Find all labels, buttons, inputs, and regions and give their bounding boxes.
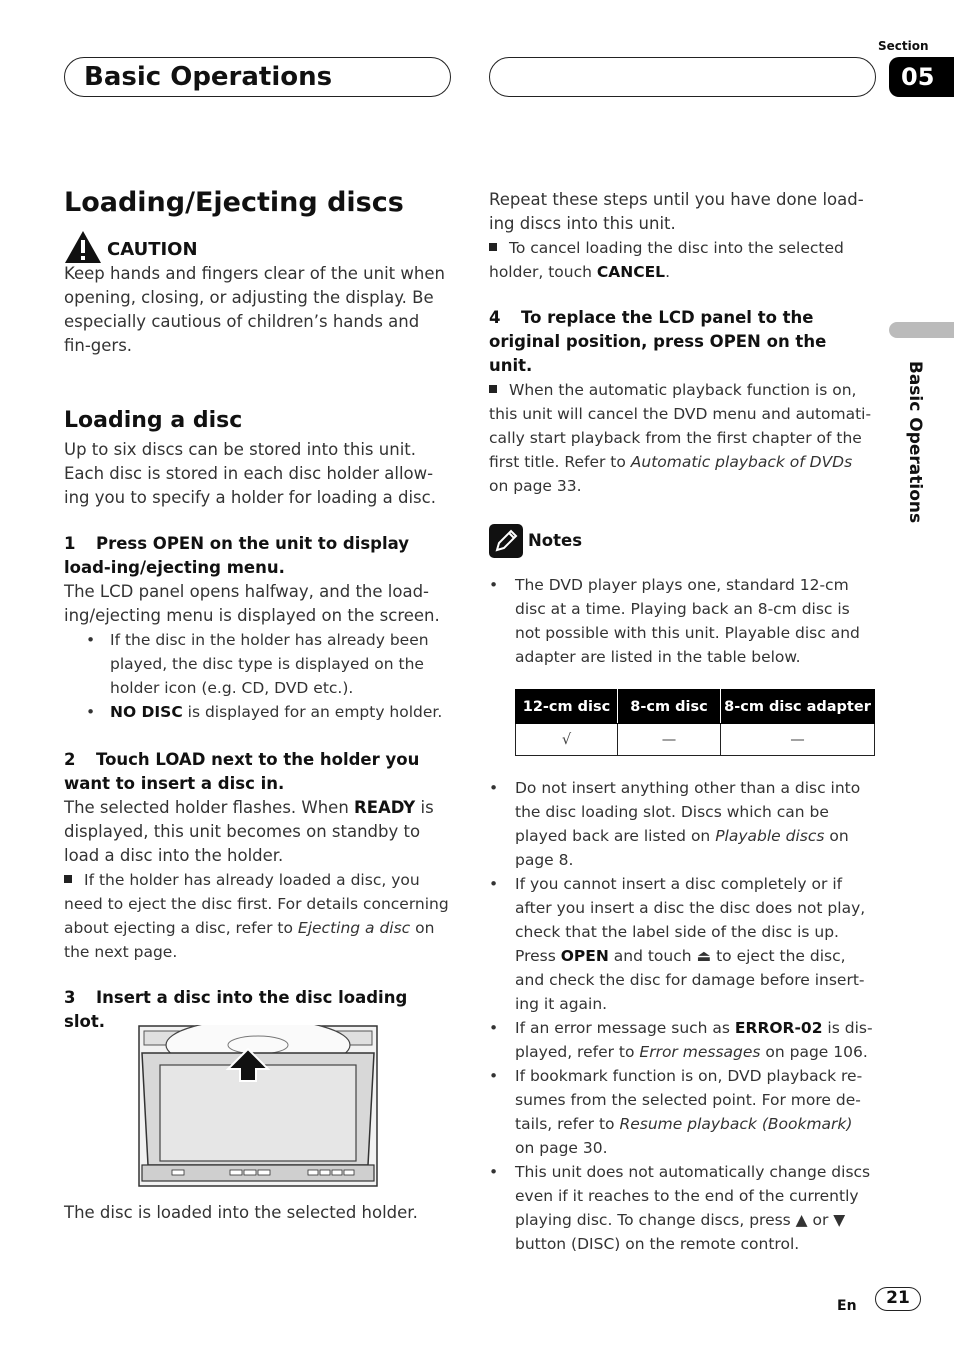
table-cell: √ [516,724,618,756]
error-code-label: ERROR-02 [734,1019,823,1037]
section-heading-loading: Loading a disc [64,408,243,433]
cancel-note-a: To cancel loading the disc into the selected holder, touch [489,239,844,281]
table-header-cell: 8-cm disc adapter [721,690,875,724]
step-4-number: 4 [489,308,501,327]
note-5-b: on page 30. [515,1139,608,1157]
disc-loading-illustration [138,1025,378,1187]
caution-label: CAUTION [107,239,198,260]
note-4-ref: Error messages [639,1043,761,1061]
step-2-body-a: The selected holder flashes. When [64,798,355,817]
caution-header [64,230,449,264]
step-2-note-b: on the next page. [64,919,435,961]
open-label: OPEN [560,947,609,965]
repeat-text: Repeat these steps until you have done load-ing discs into this unit. [489,190,864,233]
illustration-caption: The disc is loaded into the selected holder. [64,1203,418,1222]
header-blank-pill [489,57,876,97]
table-cell: — [618,724,721,756]
note-3-c: to eject the disc, and check the disc for damage before insert-ing it again. [515,947,865,1013]
note-5 [489,1064,874,1160]
step-2-note [64,868,449,964]
ready-label: READY [354,798,416,817]
step-2-note-ref: Ejecting a disc [297,919,411,937]
right-column [489,188,874,1256]
step-4-note-ref: Automatic playback of DVDs [630,453,853,471]
step-1-bullet-2-text: is displayed for an empty holder. [182,703,443,721]
note-5-ref: Resume playback (Bookmark) [619,1115,853,1133]
note-2 [489,776,874,872]
table-row [516,724,875,756]
table-header-row [516,690,875,724]
notes-label: Notes [528,531,583,550]
step-3-number: 3 [64,988,76,1007]
step-2-note-a: If the holder has already loaded a disc, you need to eject the disc first. For details concerning about ejecting a disc, refer to [64,871,449,937]
side-tab-label: Basic Operations [905,360,925,524]
left-column [64,186,449,1034]
cancel-note-b: . [665,263,670,281]
note-6: • This unit does not automatically change discs even if it reaches to the end of the currently playing disc. To change discs, press ▲ or ▼ button (DISC) on the remote control. [489,1160,874,1256]
note-3-a: If you cannot insert a disc completely or if after you insert a disc the disc does not play, check that the label side of the disc is up. Press [515,875,866,965]
no-disc-label: NO DISC [110,703,183,721]
note-2-ref: Playable discs [715,827,825,845]
table-cell: — [721,724,875,756]
note-5-a: If bookmark function is on, DVD playback re-sumes from the selected point. For more de-tails, refer to [515,1067,863,1133]
step-2-text: Touch LOAD next to the holder you want to insert a disc in. [64,750,420,793]
step-2-number: 2 [64,750,76,769]
side-tab-marker [889,322,954,338]
notes-list [489,776,874,1256]
square-bullet-icon [489,243,497,251]
step-1-body: The LCD panel opens halfway, and the load-ing/ejecting menu is displayed on the screen. [64,582,440,625]
note-4-a: If an error message such as [515,1019,735,1037]
step-4-text: To replace the LCD panel to the original position, press OPEN on the unit. [489,308,827,375]
eject-icon: ⏏ [696,947,712,965]
table-header-cell: 8-cm disc [618,690,721,724]
section-label: Section [878,39,929,53]
disc-compat-table [515,689,875,756]
page-number: 21 [875,1287,921,1311]
caution-text: Keep hands and fingers clear of the unit when opening, closing, or adjusting the display. Be especially cautious of children’s hands and fin-gers. [64,264,445,355]
notes-pencil-icon [489,524,523,558]
note-3 [489,872,874,1016]
note-1: • The DVD player plays one, standard 12-cm disc at a time. Playing back an 8-cm disc is not possible with this unit. Playable disc and adapter are listed in the table below. [489,573,874,669]
step-1-bullet-2 [64,700,449,724]
page-heading: Loading/Ejecting discs [64,187,404,218]
square-bullet-icon [489,385,497,393]
section-number: 05 [889,57,954,97]
step-1-number: 1 [64,534,76,553]
cancel-note [489,236,874,284]
warning-triangle-icon [64,230,102,264]
step-2-body [64,796,449,868]
header-title: Basic Operations [84,62,333,92]
note-3-b: and touch [608,947,697,965]
table-header-cell: 12-cm disc [516,690,618,724]
step-2-body-b: is displayed, this unit becomes on standby to load a disc into the holder. [64,798,434,865]
note-4-b: is dis-played, refer to [515,1019,873,1061]
step-1-bullet-1: • If the disc in the holder has already been played, the disc type is displayed on the holder icon (e.g. CD, DVD etc.). [64,628,449,700]
step-4-note-a: When the automatic playback function is on, this unit will cancel the DVD menu and automati-cally start playback from the first chapter of the first title. Refer to [489,381,872,471]
note-2-b: on page 8. [515,827,849,869]
loading-intro: Up to six discs can be stored into this unit. Each disc is stored in each disc holder allow-ing you to specify a holder for loading a disc. [64,440,436,507]
step-4-note [489,378,874,498]
step-1-text: Press OPEN on the unit to display load-ing/ejecting menu. [64,534,410,577]
square-bullet-icon [64,875,72,883]
step-1-title [64,532,449,580]
note-2-a: Do not insert anything other than a disc into the disc loading slot. Discs which can be played back are listed on [515,779,861,845]
step-4-note-b: on page 33. [489,477,582,495]
cancel-label: CANCEL [596,263,666,281]
notes-header [489,524,874,558]
step-3-text: Insert a disc into the disc loading slot. [64,988,408,1031]
note-4 [489,1016,874,1064]
step-4-title [489,306,874,378]
step-2-title [64,748,449,796]
language-label: En [837,1298,857,1314]
note-4-c: on page 106. [760,1043,868,1061]
